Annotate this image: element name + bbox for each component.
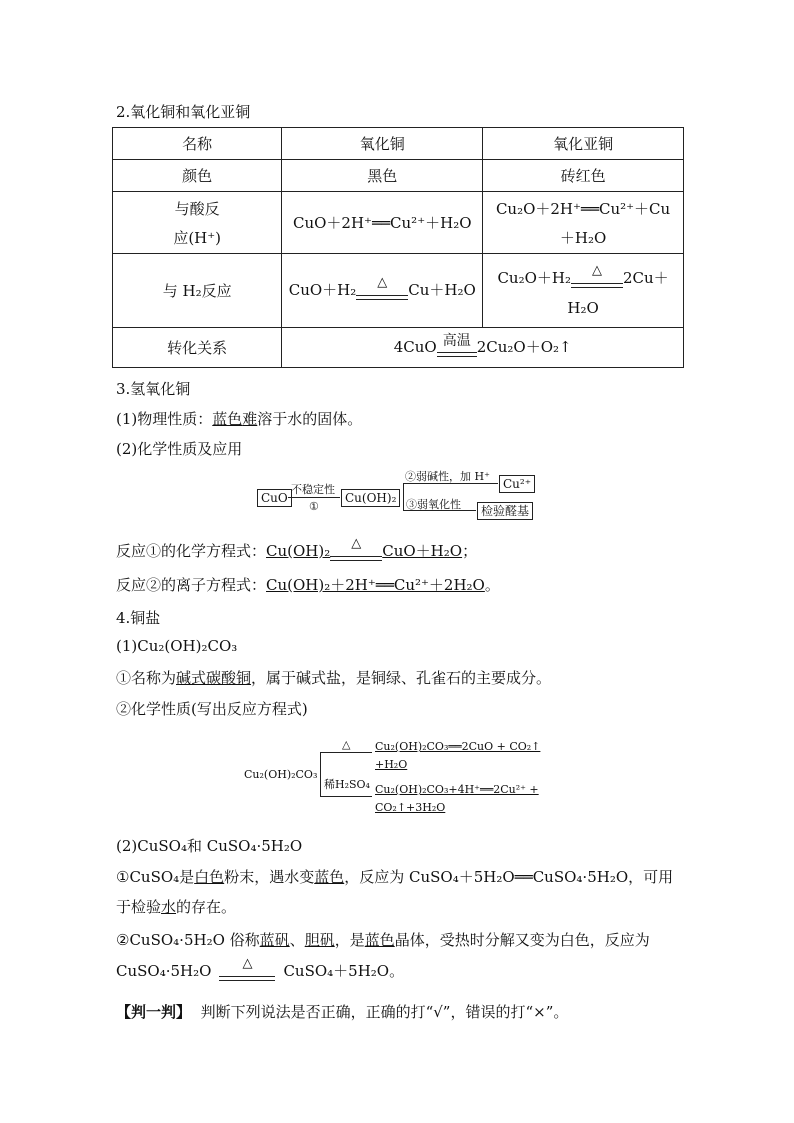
acid-label-1: 与酸反 bbox=[174, 199, 220, 218]
text: CuSO₄·5H₂O bbox=[116, 962, 212, 980]
cuso4-line-2 bbox=[116, 896, 236, 917]
text: 。 bbox=[484, 576, 500, 594]
eq-heat-2 bbox=[375, 758, 407, 771]
conv-right: 2Cu₂O＋O₂↑ bbox=[476, 337, 572, 356]
cu2plus-box: Cu²⁺ bbox=[499, 475, 535, 493]
heat-condition bbox=[356, 274, 408, 305]
chem-property-line: ②化学性质(写出反应方程式) bbox=[116, 700, 308, 718]
reaction-2 bbox=[116, 574, 500, 595]
table-cell: 颜色 bbox=[113, 160, 282, 192]
table-cell bbox=[282, 254, 483, 328]
text: ，反应为 CuSO₄＋5H₂O══CuSO₄·5H₂O，可用 bbox=[344, 868, 674, 886]
heat-symbol: △ bbox=[377, 274, 388, 290]
text: 、 bbox=[289, 931, 305, 949]
text: ①名称为 bbox=[116, 669, 177, 687]
table-cell bbox=[282, 328, 684, 368]
table-row-conversion bbox=[113, 328, 684, 368]
answer-underline: 蓝色 bbox=[212, 410, 243, 428]
answer-underline: 胆矾 bbox=[304, 931, 335, 949]
eq-acid-1 bbox=[375, 783, 539, 796]
table-cell bbox=[483, 192, 684, 254]
table-cell: 与 H₂反应 bbox=[113, 254, 282, 328]
weak-base-label: ②弱碱性，加 H⁺ bbox=[405, 470, 490, 483]
table-cell: 氧化铜 bbox=[282, 128, 483, 160]
arrow-left bbox=[288, 497, 340, 498]
copper-oxide-table bbox=[112, 127, 684, 368]
answer-underline: Cu₂(OH)₂CO₃+4H⁺══2Cu²⁺ + bbox=[375, 783, 539, 796]
text: (1)物理性质： bbox=[116, 410, 213, 428]
table-cell: 名称 bbox=[113, 128, 282, 160]
answer-underline: 白色 bbox=[194, 868, 225, 886]
physical-property bbox=[116, 408, 362, 429]
answer-underline: 蓝矾 bbox=[259, 931, 290, 949]
answer-underline: Cu₂(OH)₂CO₃══2CuO + CO₂↑ bbox=[375, 740, 541, 753]
acid-cu2o-2: ＋H₂O bbox=[559, 228, 607, 247]
acid-label: 稀H₂SO₄ bbox=[324, 778, 370, 791]
text: ，是 bbox=[334, 931, 365, 949]
answer-underline: 碱式碳酸铜 bbox=[176, 669, 252, 687]
high-temp-condition bbox=[437, 334, 477, 362]
answer-underline: 蓝色 bbox=[364, 931, 395, 949]
judge-tag: 【判一判】 bbox=[116, 1003, 192, 1021]
table-cell: 转化关系 bbox=[113, 328, 282, 368]
text: ②CuSO₄·5H₂O 俗称 bbox=[116, 931, 260, 949]
subheading-1: (1)Cu₂(OH)₂CO₃ bbox=[116, 637, 238, 655]
h2-cu2o-right: 2Cu＋ bbox=[623, 268, 669, 287]
h2-cu2o-2: H₂O bbox=[567, 298, 599, 317]
text: 溶于水的固体。 bbox=[257, 410, 363, 428]
answer-underline: Cu(OH)₂＋2H⁺══Cu²⁺＋2H₂O bbox=[266, 576, 485, 594]
hydrate-line-2 bbox=[116, 958, 404, 986]
high-temp-label: 高温 bbox=[442, 332, 471, 349]
table-row-header bbox=[113, 128, 684, 160]
arrow-heat bbox=[320, 752, 372, 753]
cuoh2-box: Cu(OH)₂ bbox=[341, 489, 400, 507]
arrow-acid bbox=[320, 796, 372, 797]
section-3-heading: 3.氢氧化铜 bbox=[116, 380, 191, 398]
branch-line bbox=[320, 752, 321, 796]
chemical-property-heading: (2)化学性质及应用 bbox=[116, 440, 243, 458]
heat-symbol: △ bbox=[351, 536, 362, 551]
unstable-label: 不稳定性 bbox=[291, 483, 335, 496]
answer-underline: CO₂↑+3H₂O bbox=[375, 801, 446, 814]
cuo-box: CuO bbox=[257, 489, 292, 507]
table-row-color bbox=[113, 160, 684, 192]
text: ； bbox=[462, 542, 478, 560]
table-cell: CuO＋2H⁺══Cu²⁺＋H₂O bbox=[282, 192, 483, 254]
answer-underline: 蓝色 bbox=[314, 868, 345, 886]
text: ，属于碱式盐，是铜绿、孔雀石的主要成分。 bbox=[251, 669, 552, 687]
text: ①CuSO₄是 bbox=[116, 868, 195, 886]
text: 晶体，受热时分解又变为白色，反应为 bbox=[394, 931, 650, 949]
carbonate-src: Cu₂(OH)₂CO₃ bbox=[244, 768, 318, 781]
table-cell bbox=[113, 192, 282, 254]
table-cell: 黑色 bbox=[282, 160, 483, 192]
answer-underline: CuO＋H₂O bbox=[382, 542, 463, 560]
hydrate-line-1 bbox=[116, 929, 650, 950]
answer-underline: 难 bbox=[242, 410, 258, 428]
eq-acid-2 bbox=[375, 801, 445, 814]
text: 的存在。 bbox=[176, 898, 237, 916]
text: CuSO₄＋5H₂O。 bbox=[283, 962, 405, 980]
answer-underline: 水 bbox=[161, 898, 177, 916]
answer-underline: Cu(OH)₂ bbox=[266, 542, 331, 560]
text: 于检验 bbox=[116, 898, 162, 916]
text: 粉末，遇水变 bbox=[224, 868, 315, 886]
table-cell: 砖红色 bbox=[483, 160, 684, 192]
judge-text: 判断下列说法是否正确，正确的打“√”，错误的打“×”。 bbox=[200, 1003, 569, 1021]
table-row-h2 bbox=[113, 254, 684, 328]
aldehyde-test-box: 检验醛基 bbox=[477, 502, 533, 520]
judge-line bbox=[116, 1001, 568, 1022]
h2-cu2o-left: Cu₂O＋H₂ bbox=[497, 268, 571, 287]
eq-heat-1 bbox=[375, 740, 540, 753]
heat-condition bbox=[219, 958, 275, 986]
acid-cu2o-1: Cu₂O＋2H⁺══Cu²⁺＋Cu bbox=[495, 199, 671, 218]
table-row-acid bbox=[113, 192, 684, 254]
subheading-2: (2)CuSO₄和 CuSO₄·5H₂O bbox=[116, 837, 303, 855]
text: 反应②的离子方程式： bbox=[116, 576, 267, 594]
reaction-1 bbox=[116, 538, 477, 566]
heat-symbol: △ bbox=[592, 262, 602, 278]
conv-left: 4CuO bbox=[393, 337, 437, 356]
heat-condition bbox=[330, 538, 382, 566]
heat-symbol: △ bbox=[342, 738, 351, 751]
name-line bbox=[116, 667, 551, 688]
section-4-heading: 4.铜盐 bbox=[116, 609, 161, 627]
table-cell bbox=[483, 254, 684, 328]
branch-line bbox=[403, 483, 404, 510]
acid-label-2: 应(H⁺) bbox=[173, 228, 222, 247]
section-2-heading: 2.氧化铜和氧化亚铜 bbox=[116, 103, 251, 121]
heat-symbol: △ bbox=[242, 956, 253, 971]
h2-cuo-left: CuO＋H₂ bbox=[288, 280, 357, 299]
circled-1: ① bbox=[309, 500, 319, 513]
answer-underline: +H₂O bbox=[375, 758, 408, 771]
table-cell: 氧化亚铜 bbox=[483, 128, 684, 160]
h2-cuo-right: Cu＋H₂O bbox=[408, 280, 476, 299]
text: 反应①的化学方程式： bbox=[116, 542, 267, 560]
cuso4-line-1 bbox=[116, 866, 673, 887]
weak-oxid-label: ③弱氧化性 bbox=[406, 498, 461, 511]
heat-condition bbox=[571, 262, 623, 293]
